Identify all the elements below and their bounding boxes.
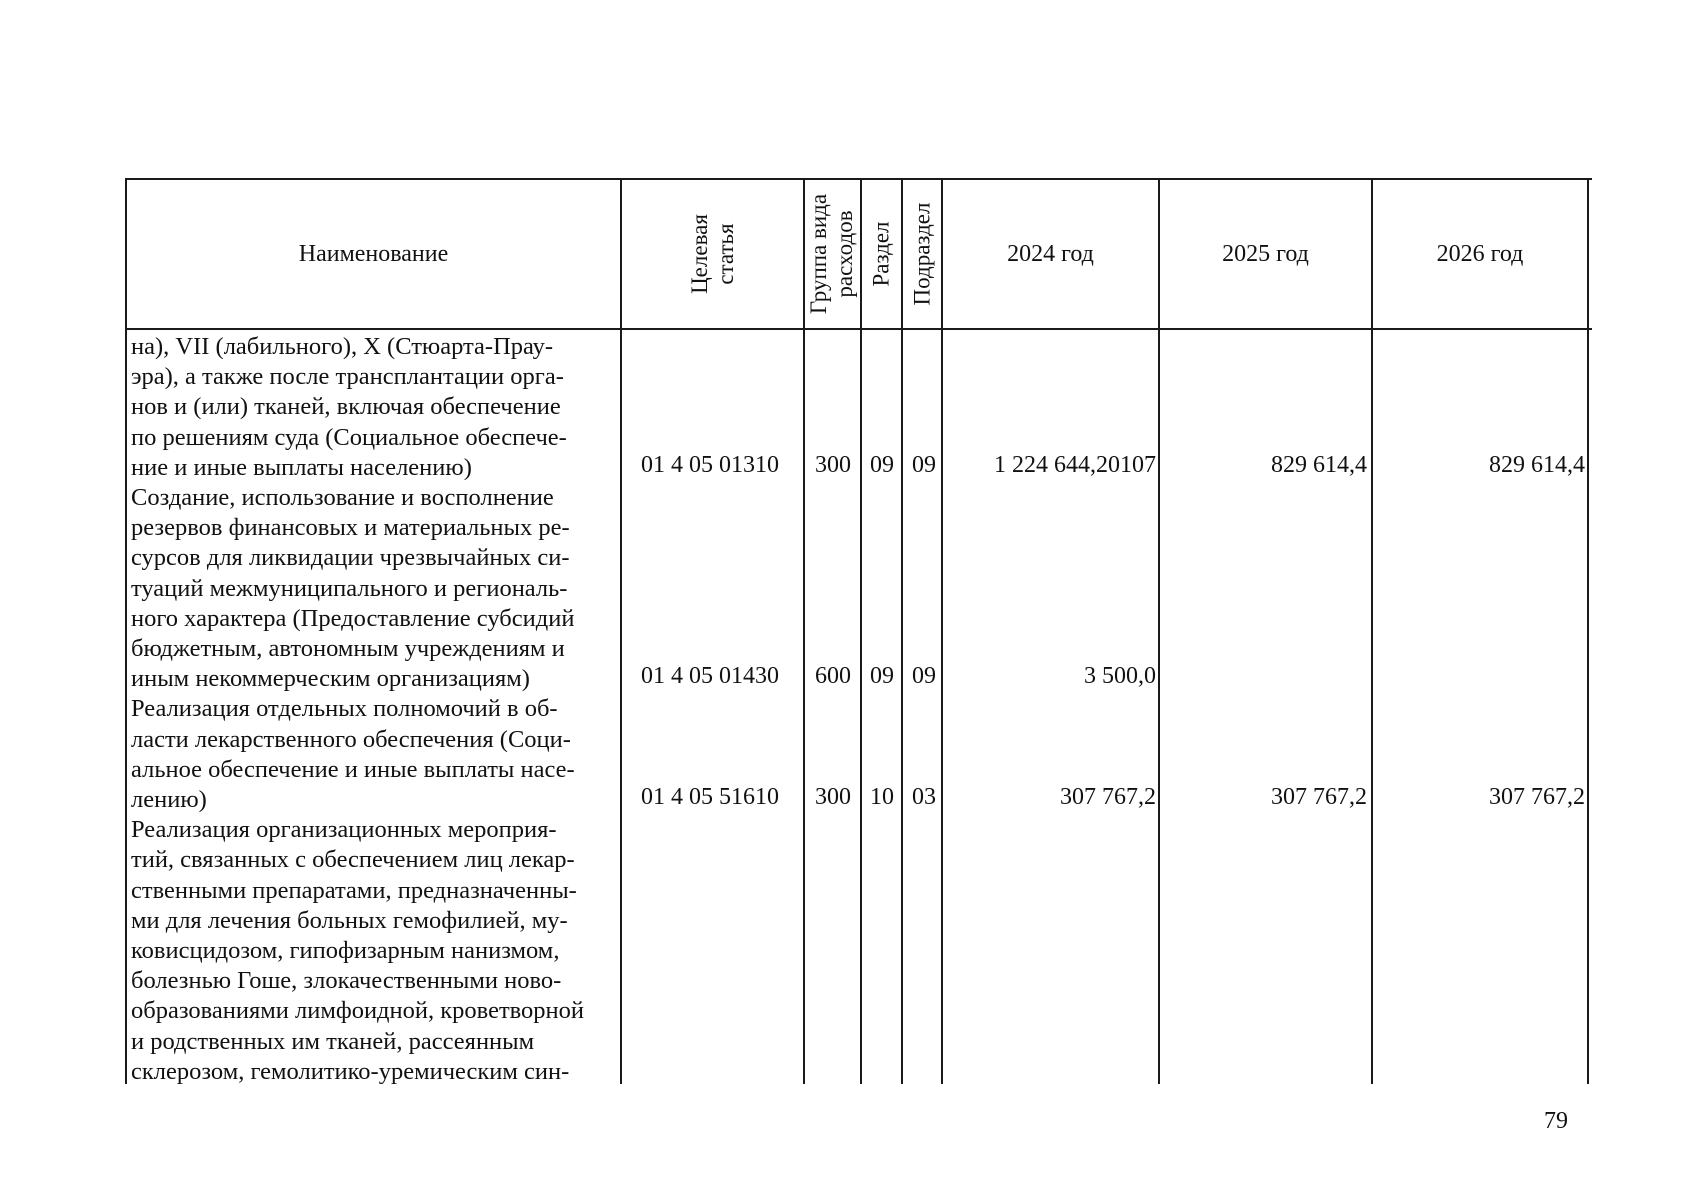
name-line: лению) <box>131 786 207 814</box>
name-line: ного характера (Предоставление субсидий <box>131 604 575 632</box>
name-line: Реализация организационных мероприя- <box>131 816 557 844</box>
name-line: ковисцидозом, гипофизарным нанизмом, <box>131 937 560 965</box>
section-cell: 09 <box>870 452 894 478</box>
name-line: ственными препаратами, предназначенны- <box>131 876 577 904</box>
name-line: резервов финансовых и материальных ре- <box>131 514 570 542</box>
header-subsection <box>903 180 941 328</box>
table-row-name <box>131 694 615 815</box>
name-line: бюджетным, автономным учреждениям и <box>131 635 565 663</box>
header-year-2026-label: 2026 год <box>1436 240 1524 267</box>
header-year-2025-label: 2025 год <box>1222 240 1309 267</box>
year-2024-cell: 307 767,2 <box>1060 784 1156 810</box>
name-line: туаций межмуниципального и региональ- <box>131 574 568 602</box>
year-2024-cell: 3 500,0 <box>1084 663 1156 689</box>
table-row-name <box>131 815 615 1087</box>
header-target-article-line2: статья <box>712 223 738 285</box>
budget-table <box>125 178 1592 1084</box>
name-line: ние и иные выплаты населению) <box>131 453 472 481</box>
name-line: тий, связанных с обеспечением лиц лекар- <box>131 846 575 874</box>
name-line: эра), а также после трансплантации орга- <box>131 363 564 391</box>
target-article-cell: 01 4 05 01430 <box>641 663 779 689</box>
name-line: ми для лечения больных гемофилией, му- <box>131 906 568 934</box>
name-line: на), VII (лабильного), X (Стюарта-Прау- <box>131 333 554 360</box>
name-line: болезнью Гоше, злокачественными ново- <box>131 967 562 995</box>
year-2025-cell: 829 614,4 <box>1271 452 1367 478</box>
header-target-article-label <box>686 214 738 294</box>
section-cell: 09 <box>870 663 894 689</box>
target-article-cell: 01 4 05 01310 <box>641 452 779 478</box>
header-year-2024-label: 2024 год <box>1007 240 1094 267</box>
name-line: нов и (или) тканей, включая обеспечение <box>131 393 561 421</box>
page-number: 79 <box>1544 1108 1568 1134</box>
name-column <box>131 332 615 1087</box>
year-2024-cell: 1 224 644,20107 <box>994 452 1156 478</box>
name-line: ласти лекарственного обеспечения (Соци- <box>131 725 571 753</box>
name-line: иным некоммерческим организациям) <box>131 665 530 693</box>
target-article-cell: 01 4 05 51610 <box>641 784 779 810</box>
header-year-2024 <box>943 180 1158 328</box>
header-target-article-line1: Целевая <box>686 214 712 294</box>
name-line: образованиями лимфоидной, кроветворной <box>131 997 585 1025</box>
table-row-name <box>131 483 615 694</box>
header-expense-group-line2: расходов <box>832 210 858 298</box>
header-section <box>862 180 901 328</box>
table-right-border <box>1587 178 1589 1084</box>
subsection-cell: 09 <box>912 452 936 478</box>
section-cell: 10 <box>870 784 894 810</box>
header-expense-group <box>805 180 860 328</box>
header-expense-group-line1: Группа вида <box>806 193 832 315</box>
header-year-2026 <box>1373 180 1587 328</box>
header-year-2025 <box>1160 180 1371 328</box>
subsection-cell: 03 <box>912 784 936 810</box>
subsection-cell: 09 <box>912 663 936 689</box>
name-line: и родственных им тканей, рассеянным <box>131 1027 535 1055</box>
header-subsection-label: Подраздел <box>909 202 935 306</box>
name-line: Создание, использование и восполнение <box>131 484 554 512</box>
year-2026-cell: 307 767,2 <box>1489 784 1585 810</box>
year-2025-cell: 307 767,2 <box>1271 784 1367 810</box>
name-line: по решениям суда (Социальное обеспече- <box>131 423 567 451</box>
name-line: альное обеспечение и иные выплаты насе- <box>131 755 575 783</box>
header-expense-group-label <box>807 194 859 314</box>
expense-group-cell: 300 <box>815 452 851 478</box>
header-name-label: Наименование <box>298 240 449 267</box>
header-name <box>127 180 620 328</box>
name-line: сурсов для ликвидации чрезвычайных си- <box>131 544 570 572</box>
name-line: склерозом, гемолитико-уремическим син- <box>131 1057 570 1085</box>
expense-group-cell: 300 <box>815 784 851 810</box>
table-row-name <box>131 332 615 483</box>
year-2026-cell: 829 614,4 <box>1489 452 1585 478</box>
expense-group-cell: 600 <box>815 663 851 689</box>
header-target-article <box>622 180 803 328</box>
header-section-label: Раздел <box>868 221 894 287</box>
name-line: Реализация отдельных полномочий в об- <box>131 695 558 723</box>
